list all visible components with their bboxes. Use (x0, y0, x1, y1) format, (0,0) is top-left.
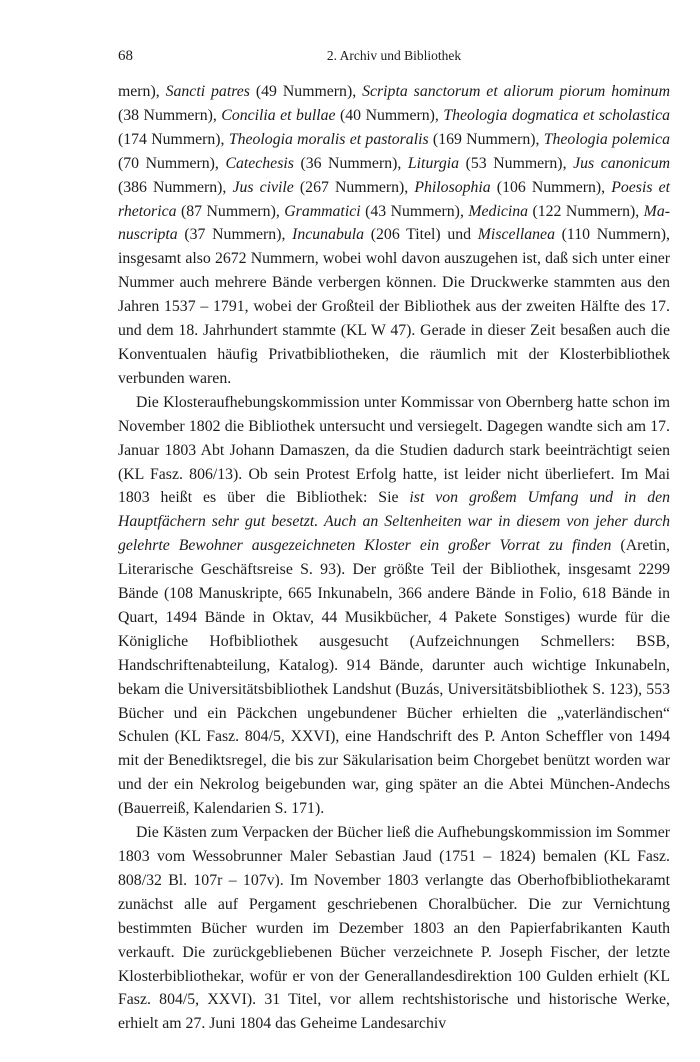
text-run: (267 Nummern), (293, 178, 415, 196)
italic-text: Scripta sanctorum et aliorum piorum hominum (362, 83, 670, 100)
italic-text: Theologia dogmatica et scholastica (443, 106, 670, 124)
italic-text: Concilia et bullae (221, 106, 336, 124)
text-run: (Aretin, Literarische Geschäftsreise S. 93). Der größte Teil der Bibliothek, insgesamt 2299 Bände (108 Manuskripte, 665 Inkunabeln, 366 andere Bände in Folio, 618 Bände in Quart, 1494 Bände in Oktav, 44 Musikbücher, 4 Pakete Sonstiges) wurde für die Königliche Hofbibliothek ausgesucht (Aufzeichnungen Schmellers: BSB, Handschriftenabteilung, Katalog). 914 Bände, darunter auch wichtige Inkunabeln, bekam die Universitätsbibliothek Landshut (Buzás, Universitätsbibliothek S. 123), 553 Bücher und ein Päckchen ungebundener Bücher erhielten die „vaterländischen“ Schulen (KL Fasz. 804/5, XXVI), eine Handschrift des P. Anton Scheffler von 1494 mit der Benediktsregel, die bis zur Säkularisation beim Chorgebet benützt worden war und der ein Nekrolog beigebunden war, ging später an die Abtei München-Andechs (Bauerreiß, Kalendarien S. 171). (118, 537, 670, 818)
italic-text: Philosophia (414, 178, 491, 196)
text-run: Die Klosteraufhebungskommission unter Kommissar von Obernberg hatte schon im November 1802 die Bibliothek untersucht und versiegelt. Dagegen wandte sich am 17. Januar 1803 Abt Johann Damaszen, da die Studien dadurch stark beeinträchtigt seien (KL Fasz. 806/13). Ob sein Protest Erfolg hatte, ist leider nicht überliefert. Im Mai 1803 heißt es über die Bibliothek: Sie (118, 393, 670, 507)
text-run: Die Kästen zum Verpacken der Bücher ließ die Aufhebungskommission im Sommer 1803 vom Wessobrunner Maler Sebastian Jaud (1751 – 1824) bemalen (KL Fasz. 808/32 Bl. 107r – 107v). Im November 1803 verlangte das Oberhofbibliothekaramt zunächst alle auf Pergament geschriebenen Choralbücher. Die zur Vernichtung bestimmten Bücher wurden im Dezember 1803 an den Papierfabrikanten Kauth verkauft. Die zurückgebliebenen Bücher verzeichnete P. Joseph Fischer, der letzte Klosterbibliothekar, wofür er von der Generallandesdirektion 100 Gulden erhielt (KL Fasz. 804/5, XXVI). 31 Titel, vor allem rechtshistorische und historische Werke, erhielt am 27. Juni 1804 das Geheime Landesarchiv (118, 824, 670, 1033)
text-run: mern), (118, 83, 166, 100)
paragraph (118, 391, 670, 821)
text-run: (37 Nummern), (177, 226, 293, 244)
italic-text: Theologia moralis et pastoralis (228, 130, 429, 148)
text-run: (169 Nummern), (428, 130, 544, 148)
italic-text: Grammatici (284, 202, 361, 220)
text-run: (36 Nummern), (293, 154, 408, 172)
text-run: (53 Nummern), (459, 154, 574, 172)
page-number: 68 (118, 48, 133, 64)
text-run: (38 Nummern), (118, 106, 222, 124)
text-run: (206 Titel) und (364, 226, 478, 244)
text-run: (40 Nummern), (335, 106, 444, 124)
body-text (118, 80, 670, 1036)
italic-text: Jus canonicum (573, 154, 671, 172)
text-run: (49 Nummern), (249, 83, 363, 100)
paragraph (118, 80, 670, 391)
text-run: (174 Nummern), (118, 130, 229, 148)
text-run: (43 Nummern), (360, 202, 469, 220)
paragraph (118, 821, 670, 1036)
italic-text: Medicina (468, 202, 529, 220)
running-head: 2. Archiv und Bibliothek (326, 48, 462, 63)
page-header (118, 45, 670, 67)
italic-text: Liturgia (407, 154, 460, 172)
text-run: (122 Nummern), (528, 202, 644, 220)
italic-text: Manuscripta (118, 202, 670, 244)
italic-text: Catechesis (225, 154, 294, 172)
text-run: (87 Nummern), (176, 202, 285, 220)
italic-text: ist von großem Umfang und in den Hauptfächern sehr gut besetzt. Auch an Seltenheiten war in diesem von jeher durch gelehrte Bewohner ausgezeichneten Kloster ein großer Vorrat zu finden (118, 489, 671, 555)
italic-text: Sancti patres (165, 83, 250, 100)
text-run: (70 Nummern), (118, 154, 226, 172)
italic-text: Theologia polemica (543, 130, 670, 148)
text-run: (106 Nummern), (490, 178, 612, 196)
text-run: (110 Nummern), insgesamt also 2672 Nummern, wobei wohl davon auszugehen ist, daß sich unter einer Nummer auch mehrere Bände verbergen können. Die Druckwerke stammten aus den Jahren 1537 – 1791, wobei der Großteil der Bibliothek aus der zweiten Hälfte des 17. und dem 18. Jahrhundert stammte (KL W 47). Gerade in dieser Zeit besaßen auch die Konventualen häufig Privatbibliotheken, die räumlich mit der Klosterbibliothek verbunden waren. (118, 226, 670, 387)
italic-text: Incunabula (292, 226, 365, 244)
italic-text: Miscellanea (477, 226, 555, 244)
italic-text: Poesis et rhetorica (118, 178, 670, 220)
italic-text: Jus civile (232, 178, 294, 196)
text-run: (386 Nummern), (118, 178, 233, 196)
